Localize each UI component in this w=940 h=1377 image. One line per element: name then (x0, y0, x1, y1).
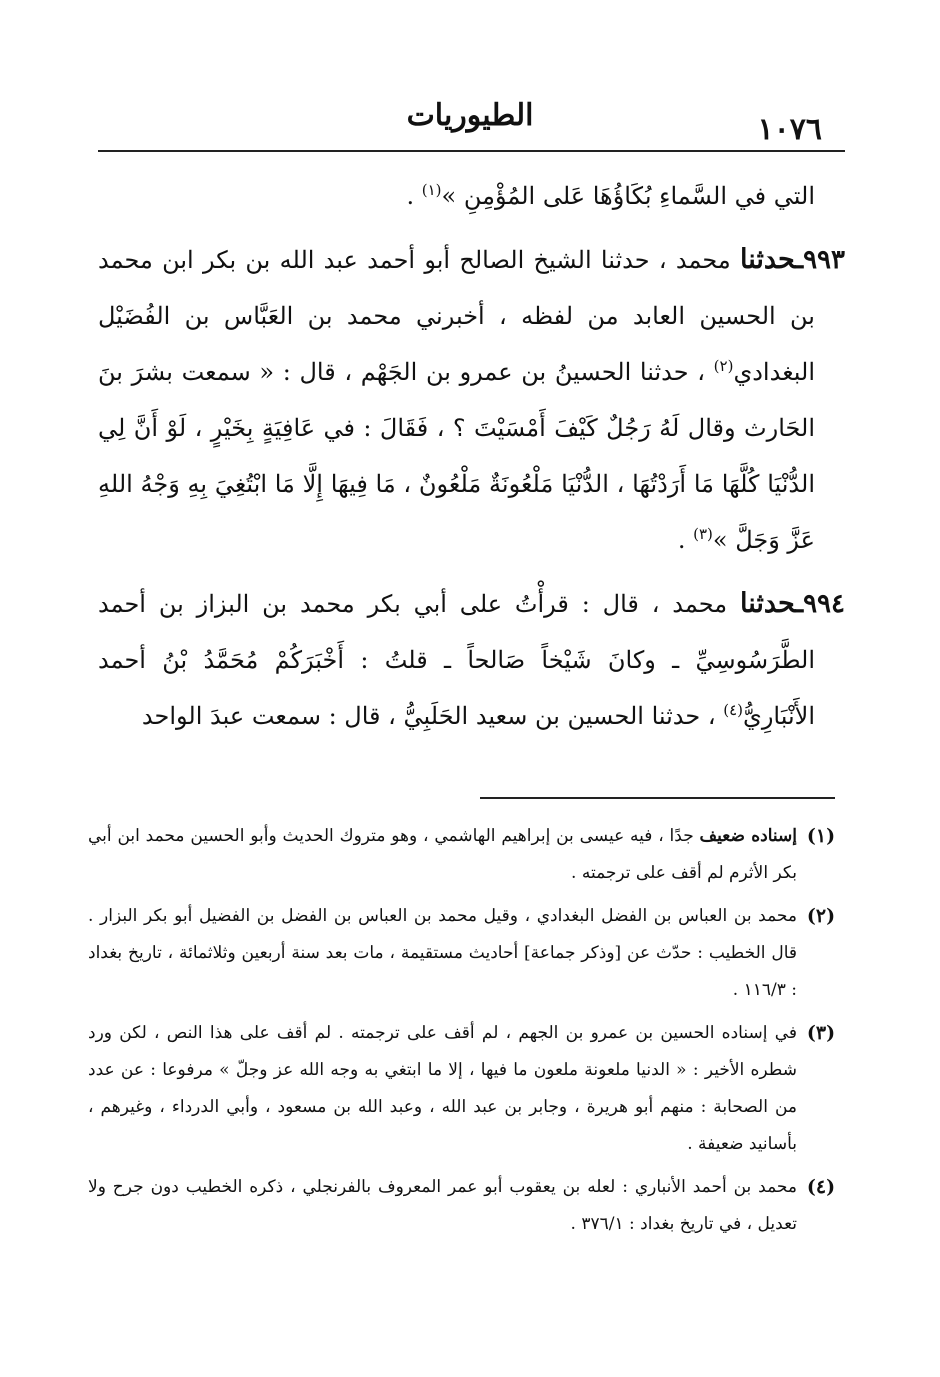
footnote-4: (٤) محمد بن أحمد الأنباري : لعله بن يعقوب أبو عمر المعروف بالفرنجلي ، ذكره الخطيب دون جرح ولا تعديل ، في تاريخ بغداد : ٣٧٦/١ . (88, 1169, 845, 1243)
footnote-ref-2: (٢) (713, 357, 734, 375)
footnote-number: (٢) (806, 905, 836, 927)
footnote-1: (١) إسناده ضعيف جدًا ، فيه عيسى بن إبراهيم الهاشمي ، وهو متروك الحديث وأبو الحسين محمد ابن أبي بكر الأثرم لم أقف على ترجمته . (88, 818, 845, 892)
running-head-title: الطيوريات (406, 98, 534, 133)
hadith-993: ٩٩٣ـحدثنا محمد ، حدثنا الشيخ الصالح أبو أحمد عبد الله بن بكر ابن محمد بن الحسين العابد من لفظه ، أخبرني محمد بن العَبَّاس بن الفُضَيْل البغدادي$^{(٢)}$ ، حدثنا الحسينُ بن عمرو بن الجَهْم ، قال : « سمعت بشرَ بنَ الحَارث وقال لَهُ رَجُلٌ كَيْفَ أَمْسَيْتَ ؟ ، فَقَالَ : في عَافِيَةٍ بِخَيْرٍ ، لَوْ أَنَّ لِي الدُّنْيَا كُلَّهَا مَا أَرَدْتُهَا ، الدُّنْيَا مَلْعُونَةٌ مَلْعُونٌ ، مَا فِيهَا إِلَّا مَا ابْتُغِيَ بِهِ وَجْهُ اللهِ عَزَّ وَجَلَّ »$^{(٣)}$ . (98, 244, 845, 554)
header-rule (98, 150, 845, 152)
continued-text: التي في السَّماءِ بُكَاؤُهَا عَلى المُؤْمِنِ »$^{(١)}$ . (406, 181, 815, 210)
page-number: ١٠٧٦ (757, 112, 822, 147)
footnotes (88, 818, 845, 1249)
footnote-number: (١) (806, 825, 836, 847)
footnote-ref-4: (٤) (723, 701, 744, 719)
footnote-number: (٣) (806, 1022, 836, 1044)
footnote-ref-1: (١) (421, 181, 442, 199)
footnote-2: (٢) محمد بن العباس بن الفضل البغدادي ، وقيل محمد بن العباس بن الفضل بن الفضيل أبو بكر البزار . قال الخطيب : حدّث عن [وذكر جماعة] أحاديث مستقيمة ، مات بعد سنة أربعين وثلاثمائة ، تاريخ بغداد : ١١٦/٣ . (88, 898, 845, 1009)
footnote-ref-3: (٣) (693, 525, 713, 543)
footnote-separator (480, 797, 835, 799)
hadith-number-994: ٩٩٤ـ (795, 589, 845, 619)
main-text (98, 168, 845, 752)
footnote-3: (٣) في إسناده الحسين بن عمرو بن الجهم ، لم أقف على ترجمته . لم أقف على هذا النص ، لكن ورد شطره الأخير : « الدنيا ملعونة ملعون ما فيها ، إلا ما ابتغي به وجه الله عز وجلّ » مرفوعا : عن عدد من الصحابة : منهم أبو هريرة ، وجابر بن عبد الله ، وعبد الله بن مسعود ، وأبي الدرداء ، وغيرهم ، بأسانيد ضعيفة . (88, 1015, 845, 1163)
haddathana-keyword: حدثنا (739, 244, 796, 275)
hadith-number-993: ٩٩٣ـ (795, 245, 845, 275)
haddathana-keyword: حدثنا (739, 588, 796, 619)
footnote-number: (٤) (806, 1176, 836, 1198)
hadith-994: ٩٩٤ـحدثنا محمد ، قال : قرأْتُ على أبي بكر محمد بن البزاز بن أحمد الطَّرَسُوسِيِّ ـ وكانَ شَيْخاً صَالحاً ـ قلتُ : أَخْبَرَكُمْ مُحَمَّدُ بْنُ أحمد الأَنْبَارِيُّ$^{(٤)}$ ، حدثنا الحسين بن سعيد الحَلَبِيُّ ، قال : سمعت عبدَ الواحد (98, 588, 845, 730)
